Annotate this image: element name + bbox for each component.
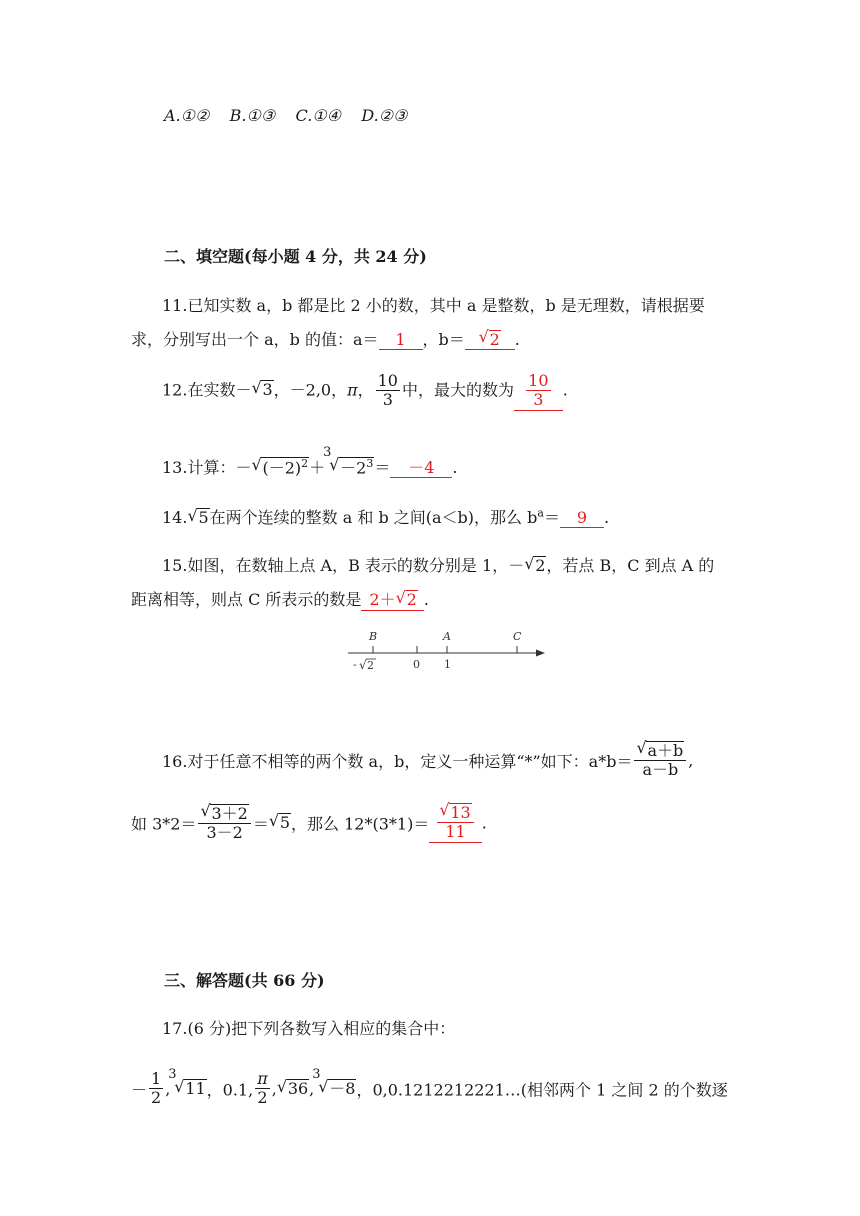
option-b: B.①③ [229,106,276,125]
q10-options [164,106,407,125]
section-2-heading: 二、填空题(每小题 4 分，共 24 分) [164,247,427,266]
q15-answer: 2＋√ 2 [361,587,423,611]
q11-line1: 11.已知实数 a，b 都是比 2 小的数，其中 a 是整数，b 是无理数，请根据要 [162,296,705,315]
label-b: B [369,630,378,643]
fraction-10-3: $\frac{10}{3}$ [377,371,398,410]
label-a: A [443,630,451,643]
option-a: A.①② [164,106,210,125]
tick-0: 0 [413,658,420,671]
tick-1: 1 [444,658,451,671]
q17-numbers: － $\frac{1}{2}$ , 3 √ 11，0.1, $\frac{\pi}{2}$ ,√ 36, 3 √ －8，0,0.1212212221…(相邻两个 1 之间 2 的个数逐 [131,1070,728,1108]
q15-line2: 距离相等，则点 C 所表示的数是 2＋√ 2 . [131,587,429,611]
q16-line1: 16.对于任意不相等的两个数 a，b，定义一种运算“*”如下：a*b＝ √ $\frac{a+b}{a-b}$ , [162,741,693,780]
tick-neg-sign: - [353,658,357,671]
q15-line1: 15.如图，在数轴上点 A，B 表示的数分别是 1，－√ 2，若点 B，C 到点 A 的 [162,553,714,576]
option-d: D.②③ [361,106,408,125]
q13-line: 13.计算：－√ $(-2)^2+$ 3 √ $-2^3= -4$ . [162,455,457,478]
tick-neg-root: 2 [367,659,374,672]
q16-answer: √ $\frac{13}{11}$ [429,803,481,843]
svg-text:√: √ [359,658,367,672]
q16-line2: 如 3*2＝ √ $\frac{3+2}{3-2}$ ＝√ 5，那么 12*(3*1)＝ √ $\frac{13}{11}$ . [131,803,487,843]
option-c: C.①④ [295,106,341,125]
q11-answer-a: 1 [379,331,423,350]
q14-line: 14.√ 5在两个连续的整数 a 和 b 之间(a＜b)，那么 $b^a= 9$ . [162,505,609,528]
q17-title: 17.(6 分)把下列各数写入相应的集合中： [162,1019,456,1038]
q14-answer: 9 [560,509,604,528]
q11-line2: 求，分别写出一个 a，b 的值：a＝ 1 ，b＝√ 2 . [131,327,520,350]
section-3-heading: 三、解答题(共 66 分) [164,971,325,990]
label-c: C [513,630,522,643]
q16-definition: √ $\frac{a+b}{a-b}$ [634,741,686,780]
number-line-figure [340,628,550,676]
q12-line: 12.在实数－√ 3，－2,0，π， $\frac{10}{3}$ 中，最大的数为 $\frac{10}{3}$ . [162,372,568,411]
q16-example: √ $\frac{3+2}{3-2}$ [198,804,250,843]
q12-answer: $\frac{10}{3}$ [514,372,563,411]
q11-answer-b: √ 2 [465,330,515,350]
q13-answer: －4 [390,459,452,478]
